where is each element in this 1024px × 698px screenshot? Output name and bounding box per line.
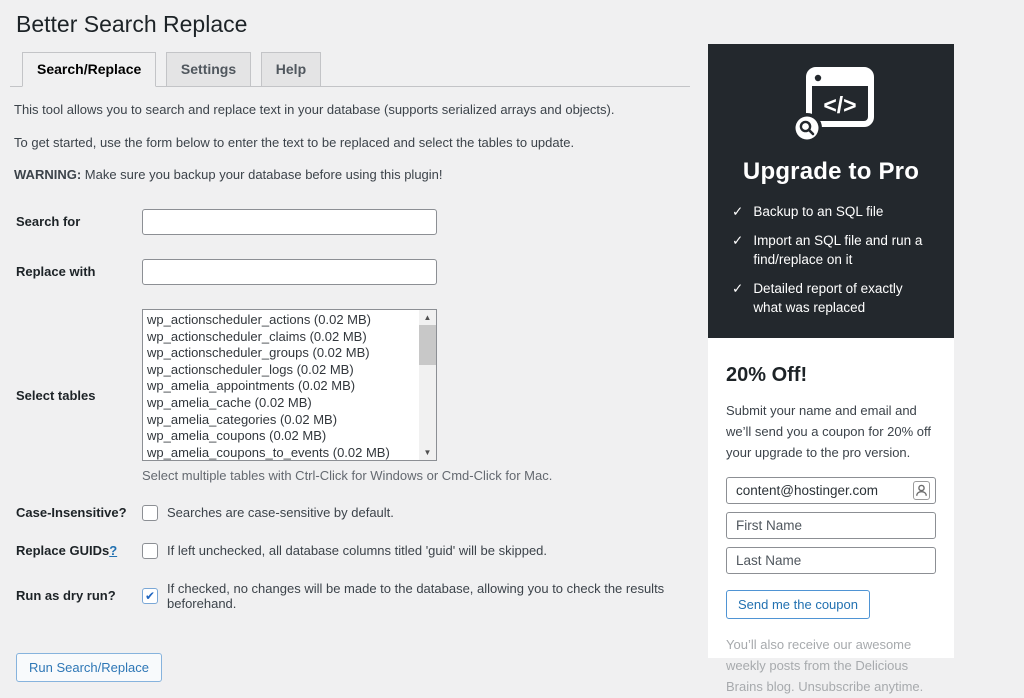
coupon-description: Submit your name and email and we’ll send you a coupon for 20% off your upgrade to the pro version. xyxy=(726,403,932,460)
svg-text:</>: </> xyxy=(823,92,857,118)
replace-guids-label-text: Replace GUIDs xyxy=(16,543,110,559)
pro-feature-item xyxy=(732,202,930,222)
pro-feature-item xyxy=(732,279,930,318)
page-title: Better Search Replace xyxy=(16,11,248,37)
table-option[interactable]: wp_amelia_categories (0.02 MB) xyxy=(147,411,338,427)
email-input[interactable] xyxy=(726,477,936,504)
case-insensitive-description: Searches are case-sensitive by default. xyxy=(167,505,394,521)
tab-search-replace[interactable]: Search/Replace xyxy=(22,52,156,88)
last-name-field-wrap xyxy=(726,547,936,574)
send-coupon-button[interactable]: Send me the coupon xyxy=(726,590,870,619)
warning-paragraph xyxy=(14,165,700,185)
tab-help[interactable]: Help xyxy=(261,52,321,87)
coupon-box xyxy=(708,338,954,694)
check-icon: ✓ xyxy=(732,232,744,248)
replace-with-row xyxy=(16,259,700,285)
pro-feature-text: Detailed report of exactly what was replaced xyxy=(753,280,903,316)
replace-guids-row xyxy=(16,543,700,559)
replace-guids-description: If left unchecked, all database columns titled 'guid' will be skipped. xyxy=(167,543,548,559)
email-field-wrap xyxy=(726,477,936,504)
pro-feature-text: Backup to an SQL file xyxy=(753,204,884,219)
table-option[interactable]: wp_amelia_appointments (0.02 MB) xyxy=(147,378,356,394)
check-icon: ✓ xyxy=(732,280,744,296)
table-option[interactable]: wp_actionscheduler_logs (0.02 MB) xyxy=(147,361,354,377)
scroll-down-icon[interactable]: ▼ xyxy=(423,447,432,457)
pro-feature-text: Import an SQL file and run a find/replace on it xyxy=(753,232,923,268)
first-name-input[interactable] xyxy=(726,512,936,539)
select-tables-row xyxy=(16,309,700,483)
table-option[interactable]: wp_actionscheduler_actions (0.02 MB) xyxy=(147,311,372,327)
replace-with-input[interactable] xyxy=(142,259,437,285)
coupon-title: 20% Off! xyxy=(726,364,808,386)
code-window-magnifier-icon xyxy=(783,66,879,150)
dry-run-label: Run as dry run? xyxy=(16,588,116,604)
dry-run-checkbox[interactable] xyxy=(142,588,158,604)
run-search-replace-button[interactable]: Run Search/Replace xyxy=(16,653,162,682)
search-for-row xyxy=(16,209,700,235)
search-for-label: Search for xyxy=(16,214,81,230)
last-name-input[interactable] xyxy=(726,547,936,574)
newsletter-note: You’ll also receive our awesome weekly posts from the Delicious Brains blog. Unsubscribe anytime. xyxy=(726,637,924,694)
upgrade-promo-box xyxy=(708,44,954,338)
warning-text: Make sure you backup your database before using this plugin! xyxy=(81,167,443,183)
table-option[interactable]: wp_actionscheduler_groups (0.02 MB) xyxy=(147,345,370,361)
case-insensitive-checkbox[interactable] xyxy=(142,505,158,521)
tables-list xyxy=(143,310,436,461)
select-tables-field xyxy=(142,309,552,483)
case-insensitive-label: Case-Insensitive? xyxy=(16,505,127,521)
dry-run-row xyxy=(16,581,700,611)
dry-run-description: If checked, no changes will be made to the database, allowing you to check the results beforehand. xyxy=(167,580,665,611)
pro-feature-item xyxy=(732,231,930,270)
guids-help-link[interactable]: ? xyxy=(109,543,118,559)
case-insensitive-row xyxy=(16,505,700,521)
replace-with-label: Replace with xyxy=(16,264,96,280)
search-replace-form xyxy=(16,209,700,611)
tab-settings[interactable]: Settings xyxy=(166,52,251,87)
replace-guids-label xyxy=(16,543,142,558)
pro-features-list xyxy=(732,202,930,318)
autofill-contact-icon[interactable] xyxy=(913,481,930,500)
tables-multiselect[interactable] xyxy=(142,309,437,461)
table-option[interactable]: wp_actionscheduler_claims (0.02 MB) xyxy=(147,328,367,344)
first-name-field-wrap xyxy=(726,512,936,539)
tables-hint: Select multiple tables with Ctrl-Click for Windows or Cmd-Click for Mac. xyxy=(142,467,553,483)
warning-label: WARNING: xyxy=(14,167,82,183)
upgrade-to-pro-title: Upgrade to Pro xyxy=(742,158,920,185)
replace-guids-checkbox[interactable] xyxy=(142,543,158,559)
table-option[interactable]: wp_amelia_coupons (0.02 MB) xyxy=(147,428,327,444)
table-option[interactable]: wp_amelia_cache (0.02 MB) xyxy=(147,394,312,410)
intro-paragraph-2: To get started, use the form below to enter the text to be replaced and select the tables to update. xyxy=(14,134,575,150)
intro-paragraph-1: This tool allows you to search and replace text in your database (supports serialized arrays and objects). xyxy=(14,102,615,118)
tab-bar xyxy=(10,52,690,88)
sidebar xyxy=(708,44,954,694)
intro-text xyxy=(0,100,700,185)
check-icon: ✓ xyxy=(732,204,744,219)
select-tables-label: Select tables xyxy=(16,388,96,404)
scroll-up-icon[interactable]: ▲ xyxy=(423,312,432,322)
checkmark-icon: ✔ xyxy=(144,588,156,603)
tables-scrollbar[interactable] xyxy=(419,310,436,460)
scrollbar-thumb[interactable] xyxy=(419,325,436,365)
table-option[interactable]: wp_amelia_coupons_to_events (0.02 MB) xyxy=(147,444,390,460)
search-for-input[interactable] xyxy=(142,209,437,235)
